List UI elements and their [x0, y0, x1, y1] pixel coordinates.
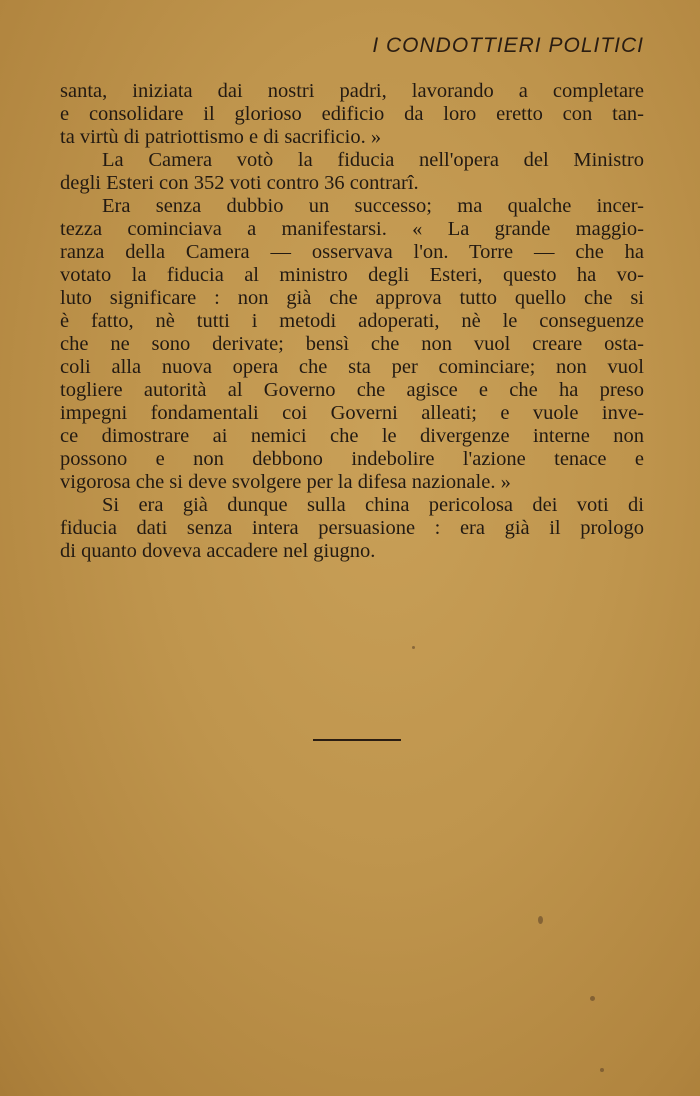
text-line: ce dimostrare ai nemici che le divergenze interne non [60, 425, 644, 447]
text-line: e consolidare il glorioso edificio da loro eretto con tan- [60, 103, 644, 125]
paper-speck [538, 916, 543, 924]
text-line: impegni fondamentali coi Governi alleati; e vuole inve- [60, 402, 644, 424]
paragraph-2 [60, 149, 644, 195]
text-line: di quanto doveva accadere nel giugno. [60, 540, 376, 562]
paper-speck [412, 646, 415, 649]
body-text [60, 80, 644, 563]
text-line: togliere autorità al Governo che agisce e che ha preso [60, 379, 644, 401]
paragraph-1 [60, 80, 644, 149]
text-line: tezza cominciava a manifestarsi. « La grande maggio- [60, 218, 644, 240]
paper-speck [600, 1068, 604, 1072]
text-line: fiducia dati senza intera persuasione : era già il prologo [60, 517, 644, 539]
section-end-rule [313, 739, 401, 741]
text-line: santa, iniziata dai nostri padri, lavorando a completare [60, 80, 644, 102]
text-line: La Camera votò la fiducia nell'opera del Ministro [102, 149, 644, 171]
text-line: coli alla nuova opera che sta per cominciare; non vuol [60, 356, 644, 378]
text-line: votato la fiducia al ministro degli Esteri, questo ha vo- [60, 264, 644, 286]
text-line: degli Esteri con 352 voti contro 36 contrarî. [60, 172, 419, 194]
text-line: Era senza dubbio un successo; ma qualche incer- [102, 195, 644, 217]
text-line: luto significare : non già che approva tutto quello che si [60, 287, 644, 309]
text-line: ranza della Camera — osservava l'on. Torre — che ha [60, 241, 644, 263]
text-line: è fatto, nè tutti i metodi adoperati, nè le conseguenze [60, 310, 644, 332]
paragraph-3 [60, 195, 644, 494]
text-line: Si era già dunque sulla china pericolosa dei voti di [102, 494, 644, 516]
text-line: ta virtù di patriottismo e di sacrificio. » [60, 126, 382, 148]
text-line: che ne sono derivate; bensì che non vuol creare osta- [60, 333, 644, 355]
paragraph-4 [60, 494, 644, 563]
text-line: vigorosa che si deve svolgere per la difesa nazionale. » [60, 471, 511, 493]
paper-speck [590, 996, 595, 1001]
running-head: I CONDOTTIERI POLITICI [372, 34, 644, 57]
text-line: possono e non debbono indebolire l'azione tenace e [60, 448, 644, 470]
